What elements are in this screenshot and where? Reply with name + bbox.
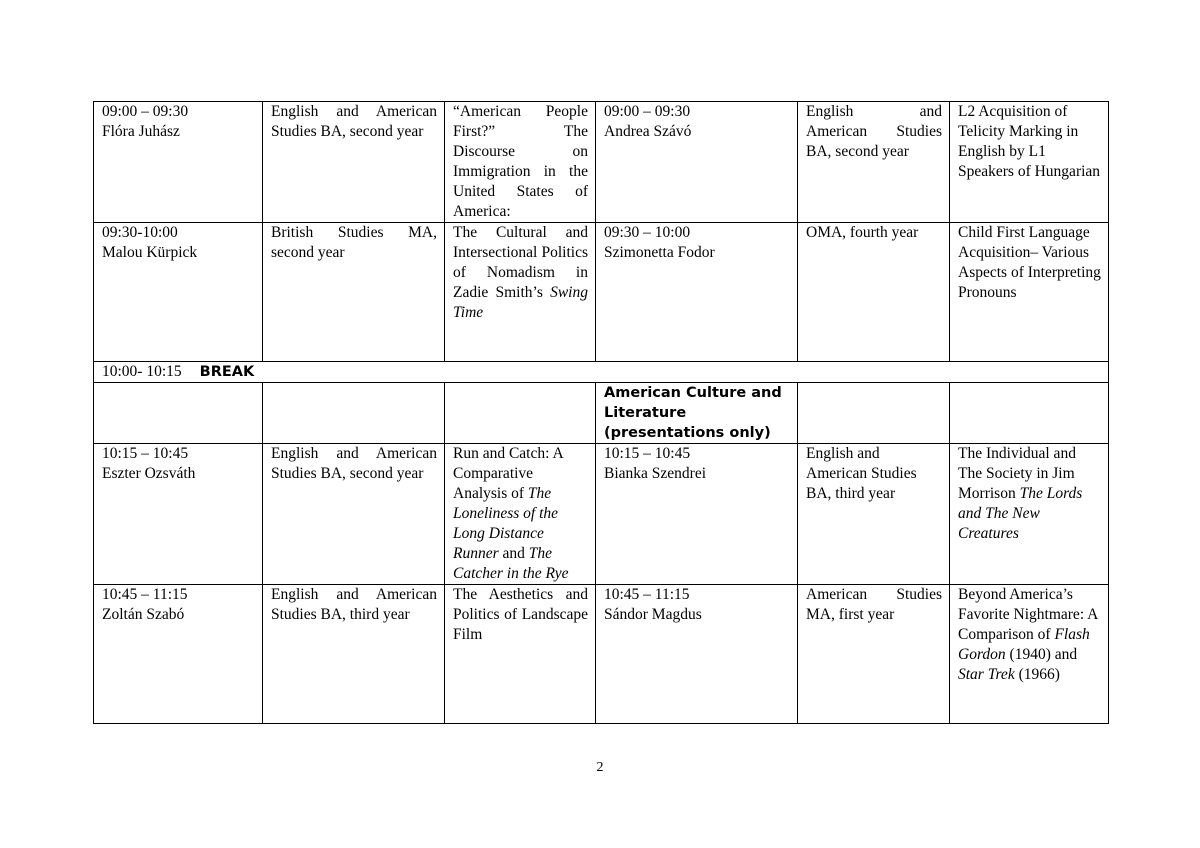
time-speaker-cell xyxy=(94,102,263,223)
speaker-name: Bianka Szendrei xyxy=(604,465,707,482)
time-slot: 09:30 – 10:00 xyxy=(604,224,691,241)
speaker-name: Malou Kürpick xyxy=(102,244,198,261)
schedule-table xyxy=(93,101,1109,724)
empty-cell xyxy=(950,383,1109,444)
time-speaker-cell xyxy=(94,585,263,724)
presentation-title-cell xyxy=(950,585,1109,724)
title-italic-text: The Catcher in the Rye xyxy=(453,545,569,582)
table-row xyxy=(94,444,1109,585)
title-italic-text: Flash Gordon xyxy=(958,626,1090,663)
presentation-title-cell xyxy=(445,444,596,585)
empty-cell xyxy=(263,383,445,444)
title-text: Beyond America’s Favorite Nightmare: A Comparison of xyxy=(958,586,1098,643)
title-text: The Cultural and Intersectional Politics of Nomadism in Zadie Smith’s xyxy=(453,224,588,301)
empty-cell xyxy=(445,383,596,444)
presentation-title-cell xyxy=(950,444,1109,585)
table-row xyxy=(94,223,1109,362)
speaker-name: Flóra Juhász xyxy=(102,123,180,140)
presentation-title-cell: The Aesthetics and Politics of Landscape Film xyxy=(445,585,596,724)
empty-cell xyxy=(798,383,950,444)
title-italic-text: Star Trek xyxy=(958,666,1015,683)
title-text: (1940) and xyxy=(1009,646,1078,663)
table-row xyxy=(94,102,1109,223)
speaker-name: Zoltán Szabó xyxy=(102,606,185,623)
time-speaker-cell xyxy=(596,585,798,724)
time-speaker-cell xyxy=(596,223,798,362)
speaker-name: Eszter Ozsváth xyxy=(102,465,196,482)
time-speaker-cell xyxy=(94,444,263,585)
program-cell: British Studies MA, second year xyxy=(263,223,445,362)
program-cell: OMA, fourth year xyxy=(798,223,950,362)
time-slot: 10:45 – 11:15 xyxy=(604,586,690,603)
speaker-name: Sándor Magdus xyxy=(604,606,702,623)
title-text: Run and Catch: A Comparative Analysis of xyxy=(453,445,563,502)
speaker-name: Szimonetta Fodor xyxy=(604,244,715,261)
program-cell: English and American Studies BA, second year xyxy=(263,444,445,585)
title-italic-text: The Loneliness of the Long Distance Runner xyxy=(453,485,559,562)
time-speaker-cell xyxy=(94,223,263,362)
title-italic-text: Swing Time xyxy=(453,284,588,321)
time-slot: 09:30-10:00 xyxy=(102,224,178,241)
title-text: (1966) xyxy=(1018,666,1060,683)
section-heading: American Culture and Literature (presentations only) xyxy=(596,383,798,444)
time-slot: 10:15 – 10:45 xyxy=(102,445,189,462)
break-time: 10:00- 10:15 xyxy=(102,363,182,380)
title-text: and xyxy=(502,545,525,562)
section-heading-row xyxy=(94,383,1109,444)
time-speaker-cell xyxy=(596,102,798,223)
title-text: The Individual and The Society in Jim Morrison xyxy=(958,445,1076,502)
page-number: 2 xyxy=(596,760,604,775)
table-row xyxy=(94,585,1109,724)
program-cell: American Studies MA, first year xyxy=(798,585,950,724)
presentation-title-cell xyxy=(445,223,596,362)
break-label: BREAK xyxy=(199,364,255,380)
presentation-title-cell: Child First Language Acquisition– Various Aspects of Interpreting Pronouns xyxy=(950,223,1109,362)
time-slot: 09:00 – 09:30 xyxy=(102,103,189,120)
time-speaker-cell xyxy=(596,444,798,585)
program-cell: English and American Studies BA, third year xyxy=(263,585,445,724)
time-slot: 10:15 – 10:45 xyxy=(604,445,691,462)
program-cell: English and American Studies BA, third year xyxy=(798,444,950,585)
presentation-title-cell: “American People First?” The Discourse on Immigration in the United States of America: xyxy=(445,102,596,223)
break-row xyxy=(94,362,1109,383)
speaker-name: Andrea Szávó xyxy=(604,123,692,140)
presentation-title-cell: L2 Acquisition of Telicity Marking in English by L1 Speakers of Hungarian xyxy=(950,102,1109,223)
break-cell xyxy=(94,362,1109,383)
empty-cell xyxy=(94,383,263,444)
title-italic-text: The Lords and The New Creatures xyxy=(958,485,1083,542)
program-cell: English and American Studies BA, second year xyxy=(263,102,445,223)
time-slot: 10:45 – 11:15 xyxy=(102,586,188,603)
program-cell: English and American Studies BA, second year xyxy=(798,102,950,223)
time-slot: 09:00 – 09:30 xyxy=(604,103,691,120)
